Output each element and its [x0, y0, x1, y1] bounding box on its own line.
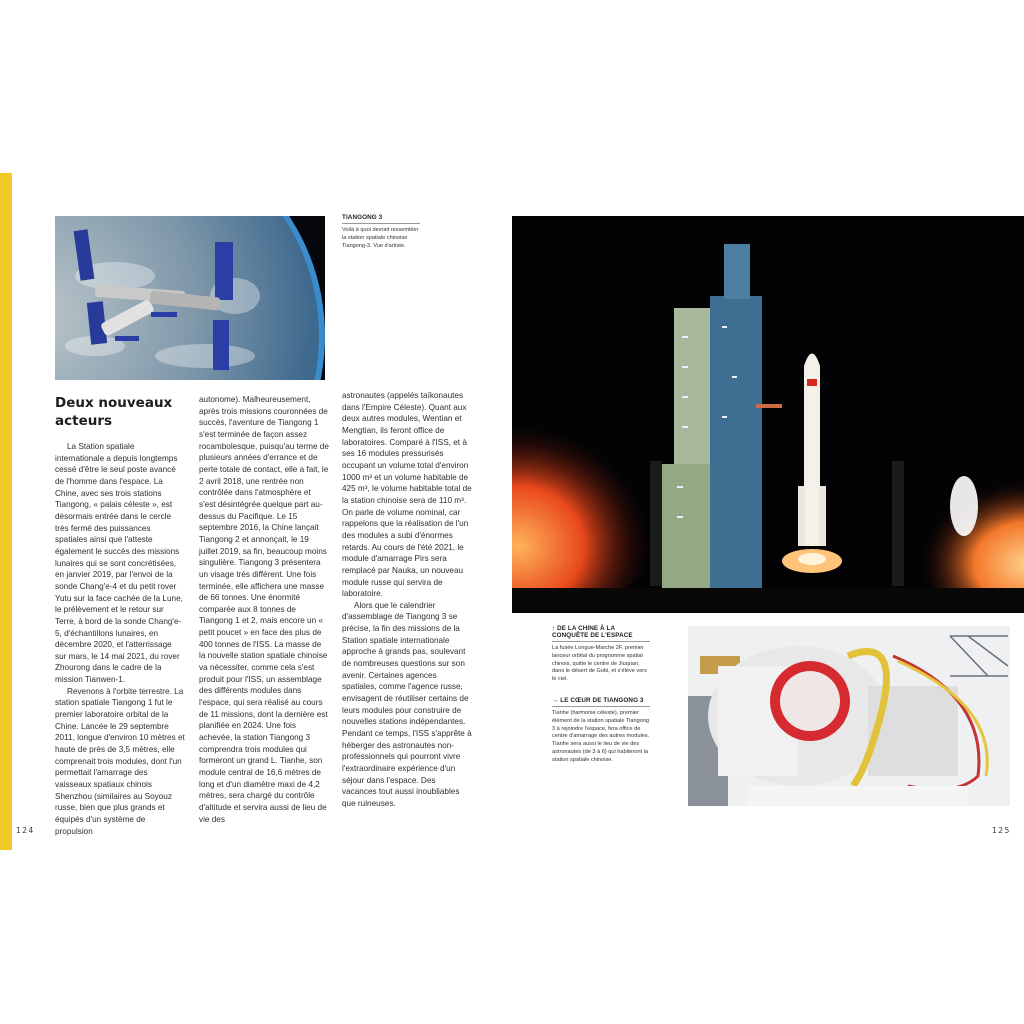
chapter-accent-bar — [0, 173, 12, 850]
text-column-2 — [199, 394, 329, 825]
caption-station — [342, 214, 420, 250]
caption-core-title: → LE CŒUR DE TIANGONG 3 — [552, 697, 650, 707]
tianhe-module-image — [688, 626, 1010, 806]
tiangong3-artist-view-image — [55, 216, 325, 380]
text-column-1 — [55, 441, 185, 837]
paragraph: autonome). Malheureusement, après trois missions couronnées de succès, l'aventure de Tiangong 1 s'est terminée de façon assez rocambolesque, puisqu'au terme de plusieurs années d'errance et de perte totale de contact, elle a fait, le 2 avril 2018, une rentrée non contrôlée dans l'atmosphère et s'est désintégrée quelque part au-dessus du Pacifique. Le 15 septembre 2016, la Chine lançait Tiangong 2 et annonçait, le 19 juillet 2019, sa fin, beaucoup moins singulière. Tiangong 3 présentera un visage très différent. Une fois terminée, elle affichera une masse de 66 tonnes. Une énormité comparée aux 8 tonnes de Tiangong 1 et 2, mais encore un « petit poucet » en face des plus de 400 tonnes de l'ISS. La masse de la nouvelle station spatiale chinoise va nécessiter, comme cela s'est produit pour l'ISS, un assemblage des différents modules dans l'espace, qui sera réalisé au cours de 11 missions, dont la dernière est planifiée en 2024. Une fois achevée, la station Tiangong 3 comprendra trois modules qui formeront un grand L. Tianhe, son module central de 16,6 mètres de long et d'un diamètre maxi de 4,2 mètres, sera chargé du contrôle d'altitude et servira aussi de lieu de vie des — [199, 395, 329, 824]
paragraph: La Station spatiale internationale a depuis longtemps cessé d'être le seul poste avancé de l'homme dans l'espace. La Chine, avec ses trois stations Tiangong, « palais céleste », est désormais entrée dans le cercle très fermé des puissances spatiales ainsi que l'atteste également le succès des missions lunaires qui se sont concrétisées, en janvier 2019, par l'envoi de la sonde Chang'e-4 et du petit rover Yutu sur la face cachée de la Lune, le prélèvement et le retour sur Terre, à bord de la sonde Chang'e-5, d'échantillons lunaires, en décembre 2020, et l'atterrissage sur mars, le 14 mai 2021, du rover Zhourong dans le cadre de la mission Tianwen-1. — [55, 442, 183, 685]
arrow-right-icon: → — [552, 697, 559, 704]
caption-launch-text: La fusée Longue-Marche 2F, premier lanceur orbital du programme spatial chinois, quitte le centre de Jiuquan, dans le désert de Gobi, et s'élève vers le ciel. — [552, 645, 647, 683]
rocket-launch-image — [512, 216, 1024, 613]
paragraph: astronautes (appelés taïkonautes dans l'Empire Céleste). Quant aux deux autres modules, Wentian et Mengtian, ils feront office de laboratoires. Comparé à l'ISS, et à ses 16 modules pressurisés occupant un volume total d'environ 1000 m³ et un volume habitable de 425 m³, le volume habitable total de la station chinoise sera de 110 m³. On parle de volume nominal, car rappelons que la réalisation de l'un des modules a subi d'énormes retards. Au cours de l'été 2021, le module d'amarrage Pirs sera remplacé par Nauka, un nouveau module russe qui servira de laboratoire. — [342, 391, 472, 599]
caption-launch — [552, 625, 650, 684]
caption-core — [552, 697, 650, 765]
page-number-left: 124 — [16, 826, 35, 835]
page-number-right: 125 — [992, 826, 1011, 835]
caption-core-text: Tianhe (harmonie céleste), premier élément de la station spatiale Tiangong 3 à rejoindre l'espace, fera office de centre d'amarrage des autres modules. Tianhe sera aussi le lieu de vie des astronautes (de 3 à 6) qui habiteront la station spatiale chinoise. — [552, 710, 650, 763]
arrow-up-icon: ↑ — [552, 625, 556, 632]
caption-station-text: Voilà à quoi devrait ressembler la station spatiale chinoise Tiangong-3. Vue d'artiste. — [342, 227, 419, 249]
paragraph: Alors que le calendrier d'assemblage de Tiangong 3 se précise, la fin des missions de la Station spatiale internationale approche à grands pas, soulevant de nombreuses questions sur son avenir. Certaines agences spatiales, comme l'agence russe, envisagent de réutiliser certains de leurs modules pour construire de nouvelles stations indépendantes. Pendant ce temps, l'ISS s'apprête à héberger des astronautes non-professionnels qui pourront vivre l'extraordinaire expérience d'un séjour dans l'espace. Des vacances tout aussi inoubliables que ruineuses. — [342, 600, 472, 808]
caption-launch-title: ↑ DE LA CHINE À LA CONQUÊTE DE L'ESPACE — [552, 625, 650, 642]
text-column-3 — [342, 390, 472, 810]
caption-station-title: TIANGONG 3 — [342, 214, 420, 224]
paragraph: Revenons à l'orbite terrestre. La station spatiale Tiangong 1 fut le premier laboratoire orbital de la Chine. Lancée le 29 septembre 2011, longue d'environ 10 mètres et haute de près de 3,5 mètres, elle comprenait trois modules, dont l'un permettait l'amarrage des vaisseaux spatiaux chinois Shenzhou (similaires au Soyouz russe, bien que plus grands et équipés d'un système de propulsion — [55, 686, 185, 836]
article-heading: Deux nouveaux acteurs — [55, 395, 173, 429]
